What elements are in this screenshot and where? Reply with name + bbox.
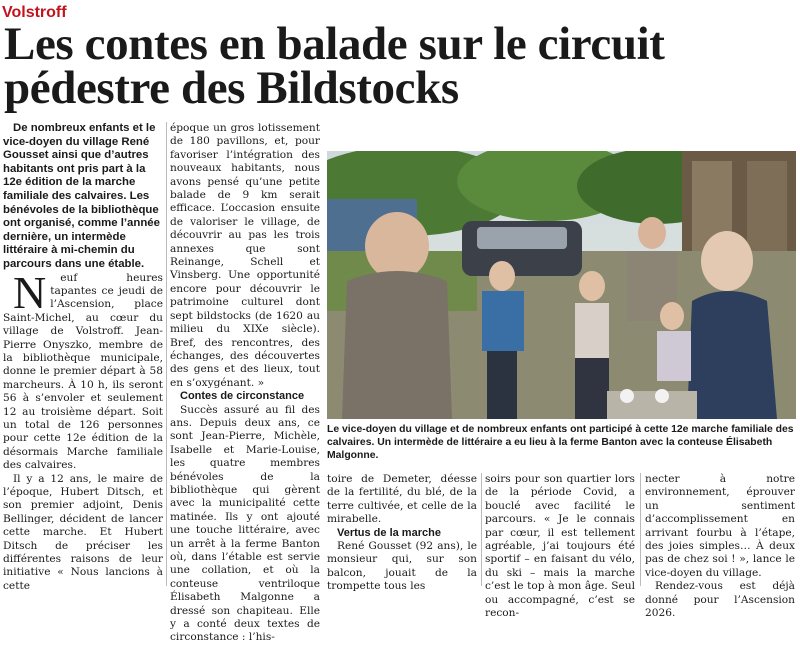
body-paragraph-1-text: euf heures tapantes ce jeudi de l’Ascension, place Saint-Michel, au cœur du village de Volstroff. Jean-Pierre Onyszko, membre de la bibliothèque municipale, donne le premier départ à 58 marcheurs. À 10 h, ils seront 56 à s’envoler et seulement 12 au troisième départ. Soit un total de 126 personnes pour cette 12e édition de la désormais Marche familiale des calvaires. [3, 271, 163, 472]
body-paragraph-8: necter à notre environnement, éprouver un sentiment d’accomplissement en arrivant fourbu à l’étape, des joies simples… À deux pas de chez soi ! », lance le vice-doyen du village. [645, 473, 795, 579]
column-divider [481, 473, 482, 586]
drop-cap: N [13, 266, 47, 318]
photo-illustration [327, 151, 796, 419]
body-paragraph-2: Il y a 12 ans, le maire de l’époque, Hubert Ditsch, et son premier adjoint, Denis Bellinger, décident de lancer cette marche. Et Hubert Ditsch de préciser les différentes raisons de leur initiative « Nous lancions à cette [3, 472, 163, 592]
photo-caption: Le vice-doyen du village et de nombreux enfants ont participé à cette 12e marche familiale des calvaires. Un intermède de littéraire a eu lieu à la ferme Banton avec la conteuse Élisabeth Malgonne. [327, 424, 794, 461]
body-paragraph-6: René Gousset (92 ans), le monsieur qui, sur son balcon, jouait de la trompette tous les [327, 540, 477, 593]
column-1 [3, 122, 163, 593]
column-5 [645, 473, 795, 620]
body-paragraph-4: Succès assuré au fil des ans. Depuis deux ans, ce sont Jean-Pierre, Michèle, Isabelle et Marie-Louise, les quatre membres bénévoles de la bibliothèque qui gèrent avec la municipalité cette matinée. Ils y ont ajouté une touche littéraire, avec un arrêt à la ferme Banton où, dans l’étable est servie une collation, et où la conteuse ventriloque Élisabeth Malgonne a dressé son chapiteau. Elle y a conté deux textes de circonstance : l’his- [170, 403, 320, 644]
subheading-contes: Contes de circonstance [180, 390, 305, 403]
section-kicker: Volstroff [2, 4, 67, 21]
body-paragraph-9: Rendez-vous est déjà donné pour l’Ascension 2026. [645, 580, 795, 620]
body-paragraph-3: époque un gros lotissement de 180 pavillons, et, pour favoriser l’intégration des nouveaux habitants, nous avons pensé qu’une petite balade de 9 km serait efficace. L’occasion ensuite de valoriser le village, de découvrir au pas les trois annexes que sont Reinange, Schell et Vinsberg. Une opportunité encore pour découvrir le patrimoine culturel dont sept bildstocks (de 1620 au milieu du XIXe siècle). Bref, des rencontres, des échanges, des découvertes des gens et des lieux, tout en s’oxygénant. » [170, 122, 320, 389]
body-paragraph-7: soirs pour son quartier lors de la période Covid, a bouclé avec facilité le parcours. « Je le connais par cœur, il est tellement agréable, j’ai toujours été sportif – en faisant du vélo, du ski – mais la marche c’est le top à mon âge. Seul ou accompagné, c’est se recon- [485, 473, 635, 620]
column-4 [485, 473, 635, 620]
body-paragraph-1 [3, 266, 163, 473]
article-photo [327, 151, 796, 419]
body-paragraph-5: toire de Demeter, déesse de la fertilité, du blé, de la terre cultivée, et celle de la mirabelle. [327, 473, 477, 526]
article-headline: Les contes en balade sur le circuit pédestre des Bildstocks [4, 18, 665, 114]
article-chapo: De nombreux enfants et le vice-doyen du village René Gousset ainsi que d’autres habitants ont pris part à la 12e édition de la marche familiale des calvaires. Les bénévoles de la bibliothèque ont organisé, comme l’année dernière, un intermède littéraire à mi-chemin du parcours dans une étable. [3, 122, 160, 270]
column-divider [640, 473, 641, 586]
column-2 [170, 122, 320, 645]
column-divider [166, 122, 167, 586]
column-3 [327, 473, 477, 594]
subheading-vertus: Vertus de la marche [337, 526, 441, 539]
